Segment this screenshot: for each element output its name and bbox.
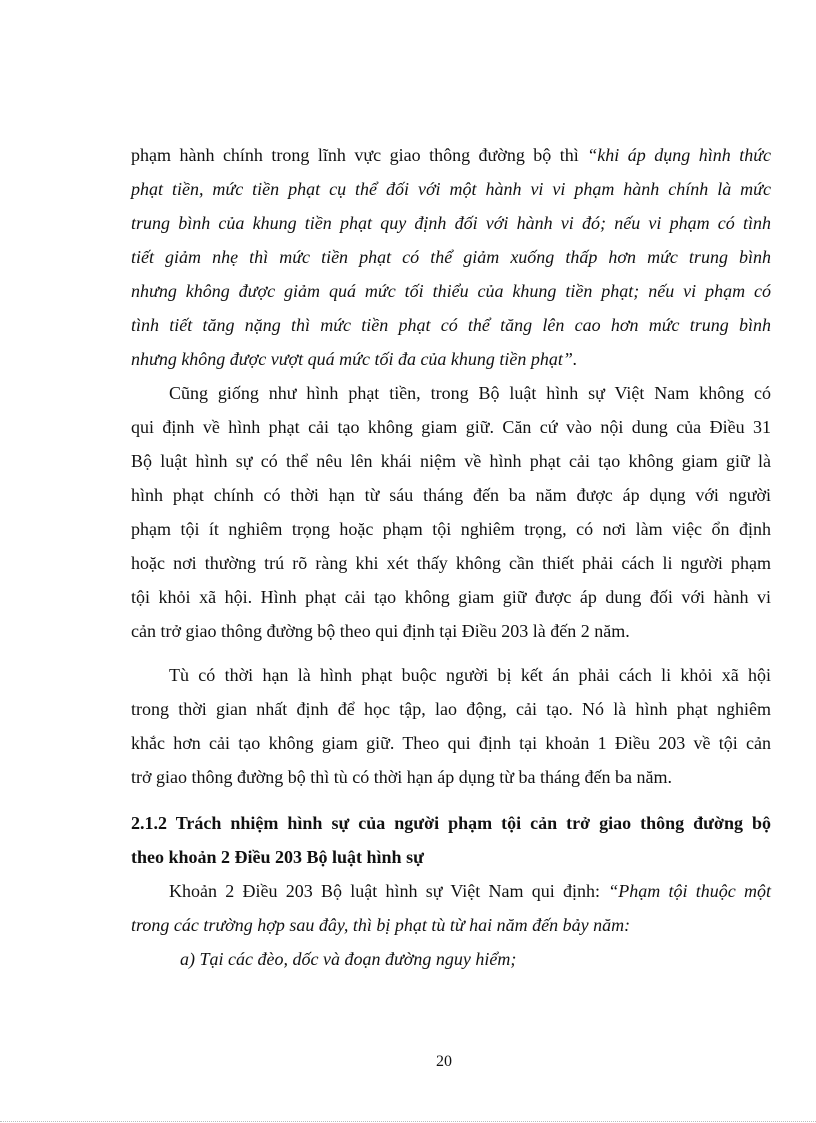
list-item: a) Tại các đèo, dốc và đoạn đường nguy hiểm; [180, 949, 517, 969]
text-line: Tù có thời hạn là hình phạt buộc người bị kết án phải cách li khỏi xã hội [169, 665, 771, 685]
paragraph-clause-2 [131, 874, 771, 976]
paragraph-spacer [131, 794, 771, 806]
heading-line: theo khoản 2 Điều 203 Bộ luật hình sự [131, 847, 424, 867]
text-line: khắc hơn cải tạo không giam giữ. Theo qui định tại khoản 1 Điều 203 về tội cản [131, 733, 771, 753]
text-line [131, 138, 771, 172]
document-page [131, 138, 771, 976]
text-line: Cũng giống như hình phạt tiền, trong Bộ luật hình sự Việt Nam không có [169, 383, 771, 403]
text-line: trung bình của khung tiền phạt quy định đối với hành vi đó; nếu vi phạm có tình [131, 213, 771, 233]
text-italic: “khi áp dụng hình thức [587, 145, 771, 165]
section-heading [131, 806, 771, 874]
text-plain: phạm hành chính trong lĩnh vực giao thông đường bộ thì [131, 145, 588, 165]
paragraph-spacer [131, 648, 771, 658]
text-line [131, 874, 771, 908]
text-line: nhưng không được giảm quá mức tối thiểu của khung tiền phạt; nếu vi phạm có [131, 281, 771, 301]
text-line: cản trở giao thông đường bộ theo qui định tại Điều 203 là đến 2 năm. [131, 621, 630, 641]
text-plain: Khoản 2 Điều 203 Bộ luật hình sự Việt Nam qui định: [169, 881, 609, 901]
text-line: trong các trường hợp sau đây, thì bị phạt tù từ hai năm đến bảy năm: [131, 915, 631, 935]
text-line: tội khỏi xã hội. Hình phạt cải tạo không giam giữ được áp dung đối với hành vi [131, 587, 771, 607]
text-line: hình phạt chính có thời hạn từ sáu tháng đến ba năm được áp dụng với người [131, 485, 771, 505]
text-line: phạt tiền, mức tiền phạt cụ thể đối với một hành vi vi phạm hành chính là mức [131, 179, 771, 199]
paragraph-quote-fines [131, 138, 771, 376]
paragraph-non-custodial-reform [131, 376, 771, 648]
text-line: tình tiết tăng nặng thì mức tiền phạt có thể tăng lên cao hơn mức trung bình [131, 315, 771, 335]
text-line: Bộ luật hình sự có thể nêu lên khái niệm về hình phạt cải tạo không giam giữ là [131, 451, 771, 471]
text-line: phạm tội ít nghiêm trọng hoặc phạm tội nghiêm trọng, có nơi làm việc ổn định [131, 519, 771, 539]
paragraph-imprisonment [131, 658, 771, 794]
text-line: trong thời gian nhất định để học tập, lao động, cải tạo. Nó là hình phạt nghiêm [131, 699, 771, 719]
page-number: 20 [436, 1053, 452, 1070]
text-line: hoặc nơi thường trú rõ ràng khi xét thấy không cần thiết phải cách li người phạm [131, 553, 771, 573]
text-line: tiết giảm nhẹ thì mức tiền phạt có thể giảm xuống thấp hơn mức trung bình [131, 247, 771, 267]
text-line: trở giao thông đường bộ thì tù có thời hạn áp dụng từ ba tháng đến ba năm. [131, 767, 672, 787]
heading-line: 2.1.2 Trách nhiệm hình sự của người phạm tội cản trở giao thông đường bộ [131, 813, 771, 833]
text-line: nhưng không được vượt quá mức tối đa của khung tiền phạt”. [131, 349, 578, 369]
page-bottom-divider [0, 1121, 816, 1122]
text-line: qui định về hình phạt cải tạo không giam giữ. Căn cứ vào nội dung của Điều 31 [131, 417, 771, 437]
text-italic: “Phạm tội thuộc một [608, 881, 772, 901]
